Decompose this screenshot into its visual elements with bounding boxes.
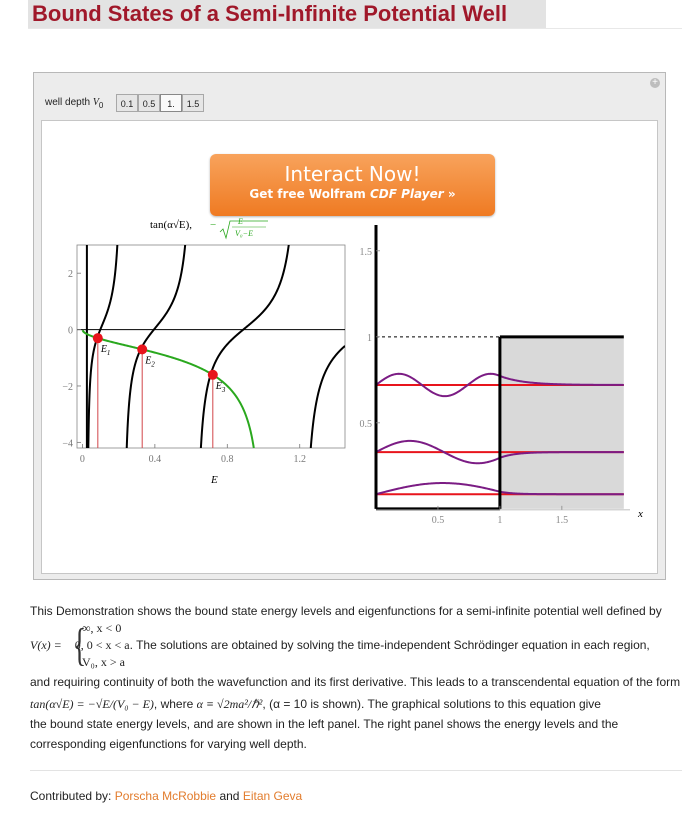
cdf-name: CDF Player xyxy=(369,187,444,201)
solution-label: $E_2$ xyxy=(145,355,155,369)
cdf-prefix: Get free Wolfram xyxy=(249,187,370,201)
left-plot xyxy=(62,0,345,668)
right-x-tick-label: 1.5 xyxy=(555,514,569,526)
case-3 xyxy=(82,655,125,670)
description-line-5: the bound state energy levels, and are shown in the left panel. The right panel shows the energy levels and the xyxy=(30,717,619,731)
line-4-mid: , where xyxy=(153,697,197,711)
depth-button-0.5[interactable]: 0.5 xyxy=(138,94,160,112)
left-plot-xlabel: E xyxy=(211,474,218,486)
tan-branch xyxy=(194,0,301,668)
author-link-1[interactable]: Porscha McRobbie xyxy=(114,789,217,803)
interact-now-title: Interact Now! xyxy=(284,162,421,186)
right-y-tick-label: 1.5 xyxy=(359,246,372,258)
line-4-tail: , (α = 10 is shown). The graphical solutions to this equation give xyxy=(262,697,601,711)
left-plot-label-tan: tan(α√E), xyxy=(150,219,193,231)
solution-label: $E_1$ xyxy=(100,344,111,358)
case-3-text: V₀, x > a xyxy=(82,655,125,669)
page-title: Bound States of a Semi-Infinite Potential Well xyxy=(32,1,508,26)
left-plot-label-minus: − xyxy=(210,219,217,231)
tan-branch xyxy=(87,0,123,668)
left-plot-marks xyxy=(74,0,345,668)
solution-point xyxy=(93,333,103,343)
well-depth-var: V xyxy=(92,97,99,108)
left-plot-label-num: E xyxy=(238,217,243,226)
transcendental-eq: tan(α√E) = −√E/(V₀ − E) xyxy=(30,697,154,711)
left-y-tick-label: −2 xyxy=(62,381,73,393)
right-plot xyxy=(360,225,644,526)
description-line-3: and requiring continuity of both the wavefunction and its first derivative. This leads to a transcendental equation of the form xyxy=(30,675,681,689)
author-link-2[interactable]: Eitan Geva xyxy=(242,789,303,803)
right-plot-marks xyxy=(360,225,631,526)
left-y-tick-label: 2 xyxy=(68,269,73,281)
right-plot-xlabel: x xyxy=(638,508,643,520)
description-line-6: corresponding eigenfunctions for varying well depth. xyxy=(30,737,307,751)
left-x-tick-label: 0 xyxy=(79,454,85,465)
description-line-1: This Demonstration shows the bound state energy levels and eigenfunctions for a semi-infinite potential well defined by xyxy=(30,604,662,618)
contrib-and: and xyxy=(216,789,243,803)
tan-branch xyxy=(123,0,194,668)
left-x-tick-label: 1.2 xyxy=(293,454,306,465)
left-plot-frame xyxy=(77,245,345,448)
right-x-tick-label: 1 xyxy=(497,514,503,526)
footer-divider xyxy=(30,770,682,771)
case-2-text: 0, 0 < x < a xyxy=(74,638,130,652)
depth-button-1[interactable]: 1. xyxy=(160,94,182,112)
left-x-tick-label: 0.4 xyxy=(148,454,162,465)
cdf-suffix: » xyxy=(443,187,456,201)
solution-label-sub: 3 xyxy=(221,385,226,394)
description-line-2 xyxy=(30,637,680,653)
left-plot-ticks xyxy=(62,269,306,465)
cdf-player-link[interactable] xyxy=(210,187,495,201)
case-1-text: ∞, x < 0 xyxy=(82,621,122,635)
description-line-4 xyxy=(30,696,680,712)
case-2-tail: . The solutions are obtained by solving the time-independent Schrödinger equation in each region, xyxy=(129,638,650,652)
depth-button-0.1[interactable]: 0.1 xyxy=(116,94,138,112)
right-y-tick-label: 0.5 xyxy=(359,418,372,430)
well-depth-label-text: well depth xyxy=(45,97,93,108)
vx-label: V(x) = xyxy=(30,638,65,652)
left-x-tick-label: 0.8 xyxy=(221,454,234,465)
left-plot-label-den: V₀−E xyxy=(235,229,253,238)
solution-label-sub: 1 xyxy=(106,349,111,358)
depth-button-1.5[interactable]: 1.5 xyxy=(182,94,204,112)
well-depth-sub: 0 xyxy=(98,101,104,110)
right-y-tick-label: 1 xyxy=(367,332,372,344)
right-x-tick-label: 0.5 xyxy=(431,514,445,526)
contrib-prefix: Contributed by: xyxy=(30,789,115,803)
left-y-tick-label: −4 xyxy=(62,438,73,450)
plus-icon[interactable]: + xyxy=(650,78,660,88)
solution-label: $E_3$ xyxy=(215,380,226,394)
alpha-def: α ≡ √2ma²/ℏ² xyxy=(196,697,263,711)
solution-label-sub: 2 xyxy=(151,360,155,369)
left-y-tick-label: 0 xyxy=(68,325,73,337)
interact-now-banner[interactable] xyxy=(210,154,495,216)
solution-point xyxy=(137,344,147,354)
piecewise-brace: { xyxy=(73,619,87,670)
case-1 xyxy=(82,621,121,636)
barrier-region xyxy=(500,337,624,509)
tan-branch xyxy=(301,346,345,668)
contributors xyxy=(30,789,302,803)
solution-point xyxy=(208,370,218,380)
